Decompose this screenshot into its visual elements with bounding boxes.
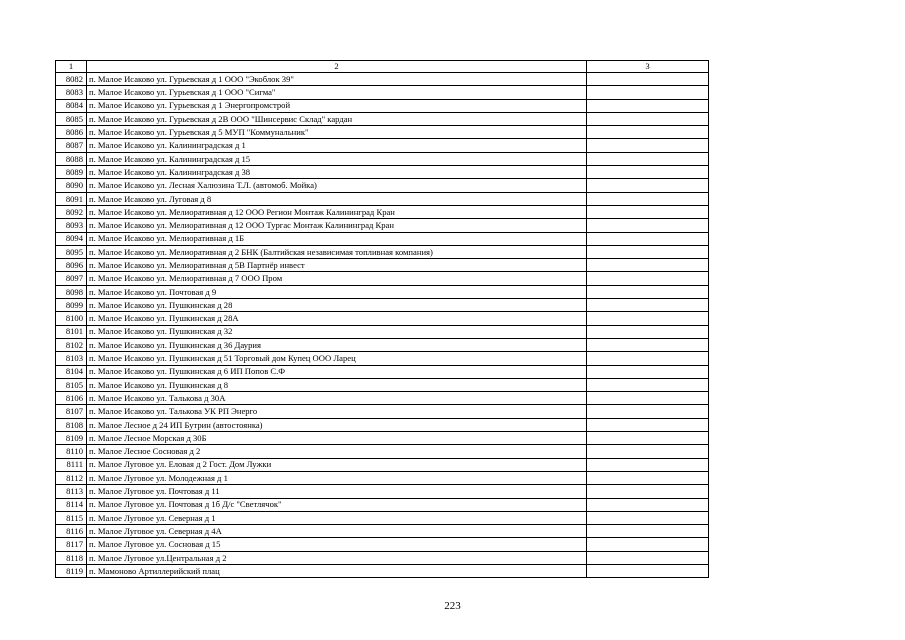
table-row: [56, 498, 709, 511]
row-address: п. Малое Исаково ул. Лесная Халюзина Т.Л. (автомоб. Мойка): [87, 179, 587, 192]
row-number: 8092: [56, 205, 87, 218]
row-address: п. Малое Луговое ул. Молодежная д 1: [87, 471, 587, 484]
row-note: [587, 112, 709, 125]
row-address: п. Малое Лесное д 24 ИП Бутрин (автостоянка): [87, 418, 587, 431]
row-note: [587, 392, 709, 405]
row-note: [587, 86, 709, 99]
row-number: 8085: [56, 112, 87, 125]
table-row: [56, 126, 709, 139]
row-note: [587, 485, 709, 498]
row-address: п. Малое Исаково ул. Талькова д 30А: [87, 392, 587, 405]
row-number: 8083: [56, 86, 87, 99]
row-note: [587, 285, 709, 298]
row-number: 8097: [56, 272, 87, 285]
row-number: 8088: [56, 152, 87, 165]
table-row: [56, 338, 709, 351]
table-row: [56, 205, 709, 218]
table-row: [56, 564, 709, 577]
table-row: [56, 471, 709, 484]
row-note: [587, 139, 709, 152]
table-row: [56, 179, 709, 192]
table-row: [56, 392, 709, 405]
table-row: [56, 525, 709, 538]
row-address: п. Малое Луговое ул. Северная д 1: [87, 511, 587, 524]
row-note: [587, 73, 709, 86]
row-address: п. Малое Исаково ул. Мелиоративная д 2 БНК (Балтийская независимая топливная компания): [87, 245, 587, 258]
row-address: п. Малое Исаково ул. Луговая д 8: [87, 192, 587, 205]
row-note: [587, 99, 709, 112]
row-note: [587, 259, 709, 272]
row-address: п. Малое Исаково ул. Пушкинская д 32: [87, 325, 587, 338]
table-row: [56, 485, 709, 498]
table-row: [56, 86, 709, 99]
row-note: [587, 219, 709, 232]
row-number: 8091: [56, 192, 87, 205]
header-cell-1: 1: [56, 61, 87, 73]
row-address: п. Малое Луговое ул. Почтовая д 1б Д/с "Светлячок": [87, 498, 587, 511]
table-row: [56, 511, 709, 524]
row-number: 8111: [56, 458, 87, 471]
table-row: [56, 352, 709, 365]
row-address: п. Малое Лесное Морская д 30Б: [87, 432, 587, 445]
row-address: п. Мамоново Артиллерийский плац: [87, 564, 587, 577]
table-row: [56, 245, 709, 258]
row-number: 8102: [56, 338, 87, 351]
row-note: [587, 365, 709, 378]
row-note: [587, 405, 709, 418]
row-number: 8109: [56, 432, 87, 445]
row-address: п. Малое Исаково ул. Мелиоративная д 7 ООО Пром: [87, 272, 587, 285]
row-note: [587, 232, 709, 245]
row-address: п. Малое Луговое ул. Почтовая д 11: [87, 485, 587, 498]
row-note: [587, 471, 709, 484]
row-address: п. Малое Исаково ул. Почтовая д 9: [87, 285, 587, 298]
table-row: [56, 285, 709, 298]
page-number: 223: [444, 600, 461, 612]
row-note: [587, 445, 709, 458]
row-address: п. Малое Луговое ул.Центральная д 2: [87, 551, 587, 564]
table-row: [56, 73, 709, 86]
row-number: 8104: [56, 365, 87, 378]
row-address: п. Малое Исаково ул. Мелиоративная д 12 ООО Регион Монтаж Калининград Кран: [87, 205, 587, 218]
table-row: [56, 112, 709, 125]
row-note: [587, 498, 709, 511]
row-number: 8116: [56, 525, 87, 538]
row-number: 8105: [56, 378, 87, 391]
row-note: [587, 312, 709, 325]
row-address: п. Малое Исаково ул. Пушкинская д 51 Торговый дом Купец ООО Ларец: [87, 352, 587, 365]
row-number: 8086: [56, 126, 87, 139]
row-number: 8084: [56, 99, 87, 112]
row-address: п. Малое Исаково ул. Гурьевская д 1 Энергопромстрой: [87, 99, 587, 112]
table-row: [56, 458, 709, 471]
row-address: п. Малое Луговое ул. Сосновая д 15: [87, 538, 587, 551]
row-address: п. Малое Исаково ул. Пушкинская д 28: [87, 299, 587, 312]
row-address: п. Малое Исаково ул. Гурьевская д 1 ООО "Экоблок 39": [87, 73, 587, 86]
row-number: 8095: [56, 245, 87, 258]
row-number: 8094: [56, 232, 87, 245]
row-number: 8113: [56, 485, 87, 498]
row-number: 8119: [56, 564, 87, 577]
row-number: 8098: [56, 285, 87, 298]
table-row: [56, 418, 709, 431]
row-number: 8117: [56, 538, 87, 551]
row-note: [587, 299, 709, 312]
row-address: п. Малое Луговое ул. Еловая д 2 Гост. Дом Лужки: [87, 458, 587, 471]
row-note: [587, 352, 709, 365]
row-note: [587, 179, 709, 192]
row-note: [587, 166, 709, 179]
row-number: 8110: [56, 445, 87, 458]
row-address: п. Малое Исаково ул. Калининградская д 15: [87, 152, 587, 165]
header-row: [56, 61, 709, 73]
table-row: [56, 405, 709, 418]
row-note: [587, 538, 709, 551]
row-note: [587, 378, 709, 391]
row-address: п. Малое Исаково ул. Калининградская д 1: [87, 139, 587, 152]
row-note: [587, 564, 709, 577]
table-row: [56, 152, 709, 165]
row-number: 8093: [56, 219, 87, 232]
row-note: [587, 418, 709, 431]
row-number: 8114: [56, 498, 87, 511]
row-address: п. Малое Исаково ул. Пушкинская д 6 ИП Попов С.Ф: [87, 365, 587, 378]
table-body: [56, 61, 709, 578]
row-number: 8112: [56, 471, 87, 484]
row-address: п. Малое Исаково ул. Гурьевская д 1 ООО "Сигма": [87, 86, 587, 99]
row-address: п. Малое Лесное Сосновая д 2: [87, 445, 587, 458]
row-address: п. Малое Исаково ул. Гурьевская д 2В ООО "Шинсервис Склад" кардан: [87, 112, 587, 125]
row-number: 8106: [56, 392, 87, 405]
table-row: [56, 232, 709, 245]
header-cell-3: 3: [587, 61, 709, 73]
row-note: [587, 192, 709, 205]
row-note: [587, 432, 709, 445]
row-address: п. Малое Исаково ул. Пушкинская д 28А: [87, 312, 587, 325]
row-note: [587, 551, 709, 564]
row-note: [587, 245, 709, 258]
table-row: [56, 378, 709, 391]
row-note: [587, 458, 709, 471]
row-address: п. Малое Исаково ул. Калининградская д 38: [87, 166, 587, 179]
table-row: [56, 139, 709, 152]
row-number: 8090: [56, 179, 87, 192]
row-note: [587, 205, 709, 218]
header-cell-2: 2: [87, 61, 587, 73]
row-number: 8089: [56, 166, 87, 179]
table-row: [56, 299, 709, 312]
row-note: [587, 272, 709, 285]
row-number: 8108: [56, 418, 87, 431]
row-number: 8100: [56, 312, 87, 325]
row-note: [587, 338, 709, 351]
row-address: п. Малое Исаково ул. Гурьевская д 5 МУП "Коммунальник": [87, 126, 587, 139]
row-note: [587, 325, 709, 338]
row-address: п. Малое Исаково ул. Пушкинская д 8: [87, 378, 587, 391]
row-address: п. Малое Исаково ул. Пушкинская д 36 Даурия: [87, 338, 587, 351]
row-number: 8096: [56, 259, 87, 272]
table-row: [56, 99, 709, 112]
row-note: [587, 525, 709, 538]
row-number: 8103: [56, 352, 87, 365]
table-row: [56, 192, 709, 205]
row-number: 8115: [56, 511, 87, 524]
table-row: [56, 272, 709, 285]
table-row: [56, 259, 709, 272]
row-address: п. Малое Исаково ул. Талькова УК РП Энерго: [87, 405, 587, 418]
table-row: [56, 219, 709, 232]
row-number: 8099: [56, 299, 87, 312]
table-row: [56, 325, 709, 338]
row-number: 8087: [56, 139, 87, 152]
row-note: [587, 152, 709, 165]
table-row: [56, 445, 709, 458]
table-row: [56, 538, 709, 551]
row-number: 8082: [56, 73, 87, 86]
row-note: [587, 126, 709, 139]
table-row: [56, 432, 709, 445]
row-number: 8101: [56, 325, 87, 338]
registry-table: [55, 60, 709, 578]
row-number: 8107: [56, 405, 87, 418]
row-address: п. Малое Исаково ул. Мелиоративная д 1Б: [87, 232, 587, 245]
row-address: п. Малое Луговое ул. Северная д 4А: [87, 525, 587, 538]
table-row: [56, 551, 709, 564]
row-address: п. Малое Исаково ул. Мелиоративная д 5В Партнёр инвест: [87, 259, 587, 272]
row-note: [587, 511, 709, 524]
table-row: [56, 312, 709, 325]
table-row: [56, 166, 709, 179]
row-number: 8118: [56, 551, 87, 564]
row-address: п. Малое Исаково ул. Мелиоративная д 12 ООО Тургас Монтаж Калининград Кран: [87, 219, 587, 232]
table-row: [56, 365, 709, 378]
